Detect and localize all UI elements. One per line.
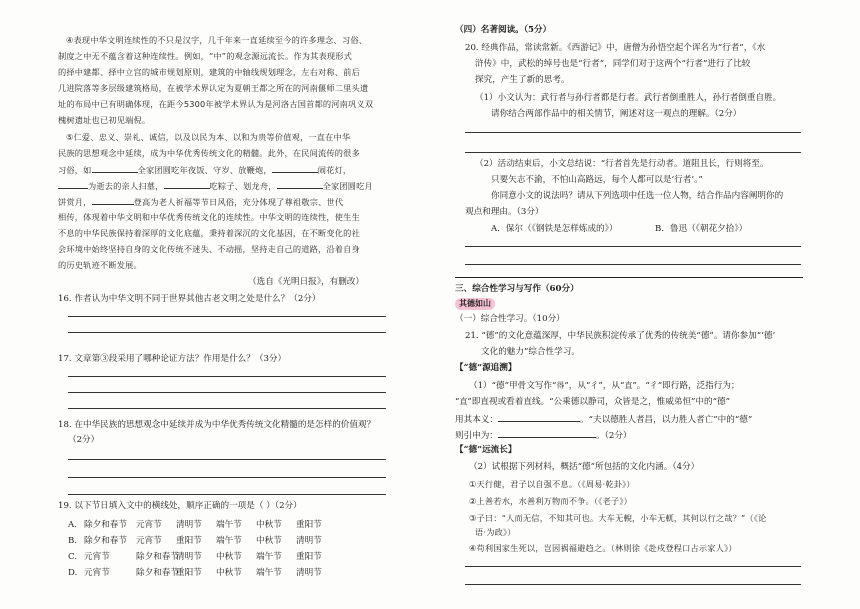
answer-line-16-1[interactable]	[68, 316, 386, 317]
paragraph-4-line-4: 几进院落等多层级建筑格局，在被学术界认定为夏朝王都之所在的河南偃师二里头遗	[58, 83, 369, 93]
question-21-line-1: 21. “德”的文化意蕴深厚，中华民族积淀传承了优秀的传统美“德”。请你参加“‘德’	[465, 331, 776, 341]
paragraph-5-line-5	[58, 195, 343, 208]
answer-line-18-2[interactable]	[68, 477, 386, 478]
question-20-2-line-1: （2）活动结束后，小文总结说：“行者首先是行动者。道阻且长，行则将至。	[475, 159, 769, 169]
paragraph-5-line-1: ⑤仁爱、忠义、崇礼、诚信，以及以民为本、以和为贵等价值观，一直在中华	[66, 132, 351, 142]
question-20-1-line-2: 请你结合两部作品中的相关情节，阐述对这一观点的理解。（2分）	[491, 109, 742, 119]
material-1: ①天行健，君子以自强不息。（《周易·乾卦》）	[469, 479, 635, 489]
option-b[interactable]: B. 除夕和春节 元宵节 重阳节 端午节 中秋节 清明节	[68, 536, 322, 546]
question-21-1-line-4: 则引申为： 。（2分）	[455, 428, 632, 442]
material-2: ②上善若水，水善利万物而不争。（《老子》）	[469, 496, 632, 506]
question-20-2-line-3: 你同意小文的说法吗？请从下列选项中任选一位人物，结合作品内容阐明你的	[491, 191, 784, 201]
oracle-zhi-glyph-icon: 直	[624, 381, 633, 390]
answer-line-21-2-a[interactable]	[465, 566, 801, 567]
festival-blank-6[interactable]	[92, 195, 134, 205]
part-3-heading: 三、综合性学习与写作（60分）	[455, 284, 579, 294]
paragraph-5-line-8: 会环境中始终坚持自身的文化传统不迷失、不动摇，坚持走自己的道路，沿着自身	[58, 244, 360, 254]
p5-l5-a: 饼赏月，	[58, 197, 92, 207]
question-21-1-line-3: 用其本义： 。“夫以德胜人者昌，以力胜人者亡”中的“德”	[455, 412, 752, 426]
option-c[interactable]: C. 元宵节 除夕和春节清明节 中秋节 端午节 重阳节	[68, 552, 322, 562]
option-a-paul[interactable]: A．保尔（《钢铁是怎样炼成的》）	[491, 224, 618, 234]
material-3-line-1: ③子曰：“人而无信，不知其可也。大车无輗，小车无軏，其何以行之哉？”（《论	[469, 513, 767, 523]
paragraph-5-line-9: 的历史轨迹不断发展。	[58, 260, 142, 270]
material-4: ④苟利国家生死以，岂因祸福避趋之。（林则徐《赴戍登程口占示家人》）	[469, 543, 737, 553]
option-d[interactable]: D. 元宵节 除夕和春节重阳节 中秋节 端午节 清明节	[68, 568, 322, 578]
question-21-1-line-1: （1）“德”甲骨文写作“𢔶”，从“彳”，从“直”。“彳”即行路，泛指行为；	[469, 381, 740, 391]
festival-blank-1[interactable]	[92, 163, 138, 173]
p5-l4-a: 为逝去的亲人扫墓，	[88, 181, 164, 191]
question-21-1-line-2: “直”即直视或看着直线。“公乘德以静司，众皆是之，惟威弟恒”中的“德”	[455, 397, 730, 407]
answer-line-18-1[interactable]	[68, 459, 386, 460]
question-21-line-2: 文化的魅力”综合性学习。	[481, 347, 580, 357]
paragraph-4-line-5: 址的布局中已有明确体现，在距今5300年被学术界认为是河洛古国首都的河南巩义双	[58, 99, 374, 109]
paragraph-5-line-7: 不息的中华民族保持着深厚的文化底蕴，秉持着深沉的文化基因，在不断变化的社	[58, 228, 360, 238]
heading-de-legacy: 【“德”远流长】	[455, 445, 517, 455]
option-a[interactable]: A. 除夕和春节 元宵节 清明节 端午节 中秋节 重阳节	[68, 520, 322, 530]
paragraph-5-line-6: 相传，体现着中华文明和中华优秀传统文化的连续性。中华文明的连续性，使生生	[58, 212, 360, 222]
question-20-1-line-1: （1）小文认为：武行者与孙行者都是行者。武行者倒重胜人，孙行者倒重自胜。	[475, 93, 782, 103]
answer-line-17-3[interactable]	[68, 408, 386, 409]
option-b-luxun[interactable]: B．鲁迅（《朝花夕拾》）	[655, 224, 748, 234]
question-21-2: （2）试根据下列材料，概括“德”所包括的文化内涵。（4分）	[469, 462, 700, 472]
de-extended-meaning-blank[interactable]	[498, 428, 596, 438]
answer-line-20-1-b[interactable]	[465, 152, 801, 153]
festival-blank-3[interactable]	[58, 179, 88, 189]
section-4-heading: （四）名著阅读。（5分）	[455, 25, 552, 35]
section-divider	[455, 277, 803, 278]
answer-line-20-2-b[interactable]	[465, 264, 801, 265]
p5-l3-b: 全家团圆吃年夜饭、守岁、放鞭炮，	[137, 165, 272, 175]
festival-blank-2[interactable]	[272, 163, 318, 173]
festival-blank-4[interactable]	[164, 179, 210, 189]
answer-line-20-2-a[interactable]	[465, 246, 801, 247]
heading-de-origin: 【“德”源追溯】	[455, 363, 517, 373]
p5-l3-c: 闹花灯，	[317, 165, 352, 175]
question-20-line-2: 浒传》中，武松的绰号也是“行者”，同学们对于这两个“行者”进行了比较	[475, 59, 751, 69]
answer-line-17-2[interactable]	[68, 392, 386, 393]
theme-tag	[455, 298, 495, 310]
p5-l5-b: 登高为老人祈福等节日风俗，充分体现了尊祖敬宗、世代	[133, 197, 344, 207]
source-citation: （选自《光明日报》，有删改）	[248, 277, 365, 287]
question-16: 16. 作者认为中华文明不同于世界其他古老文明之处是什么？（2分）	[58, 294, 321, 304]
question-19: 19. 以下节日填入文中的横线处，顺序正确的一项是（ ）（2分）	[58, 501, 302, 511]
oracle-de-glyph-icon: 𢔶	[556, 381, 565, 390]
subsection-1-heading: （一）综合性学习。（10分）	[455, 314, 565, 324]
p5-l3-a: 习俗，如	[58, 165, 92, 175]
paragraph-4-line-6: 槐树遗址也已初见端倪。	[58, 115, 151, 125]
answer-line-21-2-b[interactable]	[465, 584, 801, 585]
oracle-xing-glyph-icon: 彳	[590, 381, 599, 390]
paragraph-5-line-4	[58, 179, 373, 192]
answer-line-20-1-a[interactable]	[465, 132, 801, 133]
question-18-line-1: 18. 在中华民族的思想观念中延续并成为中华优秀传统文化精髓的是怎样的价值观？	[58, 420, 376, 430]
answer-line-16-2[interactable]	[68, 332, 386, 333]
paragraph-4-line-1: ④表现中华文明连续性的不只是汉字，几千年来一直延续至今的许多理念、习俗、	[66, 35, 368, 45]
question-17: 17. 文章第③段采用了哪种论证方法？作用是什么？（3分）	[58, 354, 287, 364]
paragraph-4-line-3: 的择中建都、择中立宫的城市规划原则，建筑的中轴线规划理念，左右对称、前后	[58, 67, 360, 77]
question-20-line-3: 探究，产生了新的思考。	[475, 75, 570, 85]
festival-blank-5[interactable]	[277, 179, 323, 189]
answer-line-17-1[interactable]	[68, 376, 386, 377]
p5-l4-b: 吃粽子、划龙舟，	[209, 181, 277, 191]
oracle-xing-glyph-icon-2: 彳	[649, 381, 658, 390]
paragraph-5-line-3	[58, 163, 351, 176]
paragraph-4-line-2: 制度之中无不蕴含着这种连续性。例如，“中”的观念源远流长。作为其表现形式	[58, 51, 353, 61]
de-original-meaning-blank[interactable]	[498, 412, 580, 422]
question-20-2-line-2: 只要矢志不渝，不怕山高路远，每个人都可以是‘行者’。”	[491, 175, 703, 185]
p5-l4-c: 全家团圆吃月	[322, 181, 373, 191]
question-20-2-line-4: 观点和理由。（3分）	[465, 207, 544, 217]
oracle-zhi-glyph-icon-2: 直	[459, 397, 468, 406]
answer-line-18-3[interactable]	[68, 494, 386, 495]
question-20-line-1: 20. 经典作品，常读常新。《西游记》中，唐僧为孙悟空起个诨名为“行者”，《水	[465, 43, 766, 53]
material-3-line-2: 语·为政》）	[475, 527, 516, 537]
paragraph-5-line-2: 民族的思想观念中延续，成为中华优秀传统文化的精髓。此外，在民间流传的很多	[58, 148, 360, 158]
theme-tag-label: 其德如山	[455, 298, 495, 310]
question-18-line-2: （2分）	[68, 435, 100, 445]
